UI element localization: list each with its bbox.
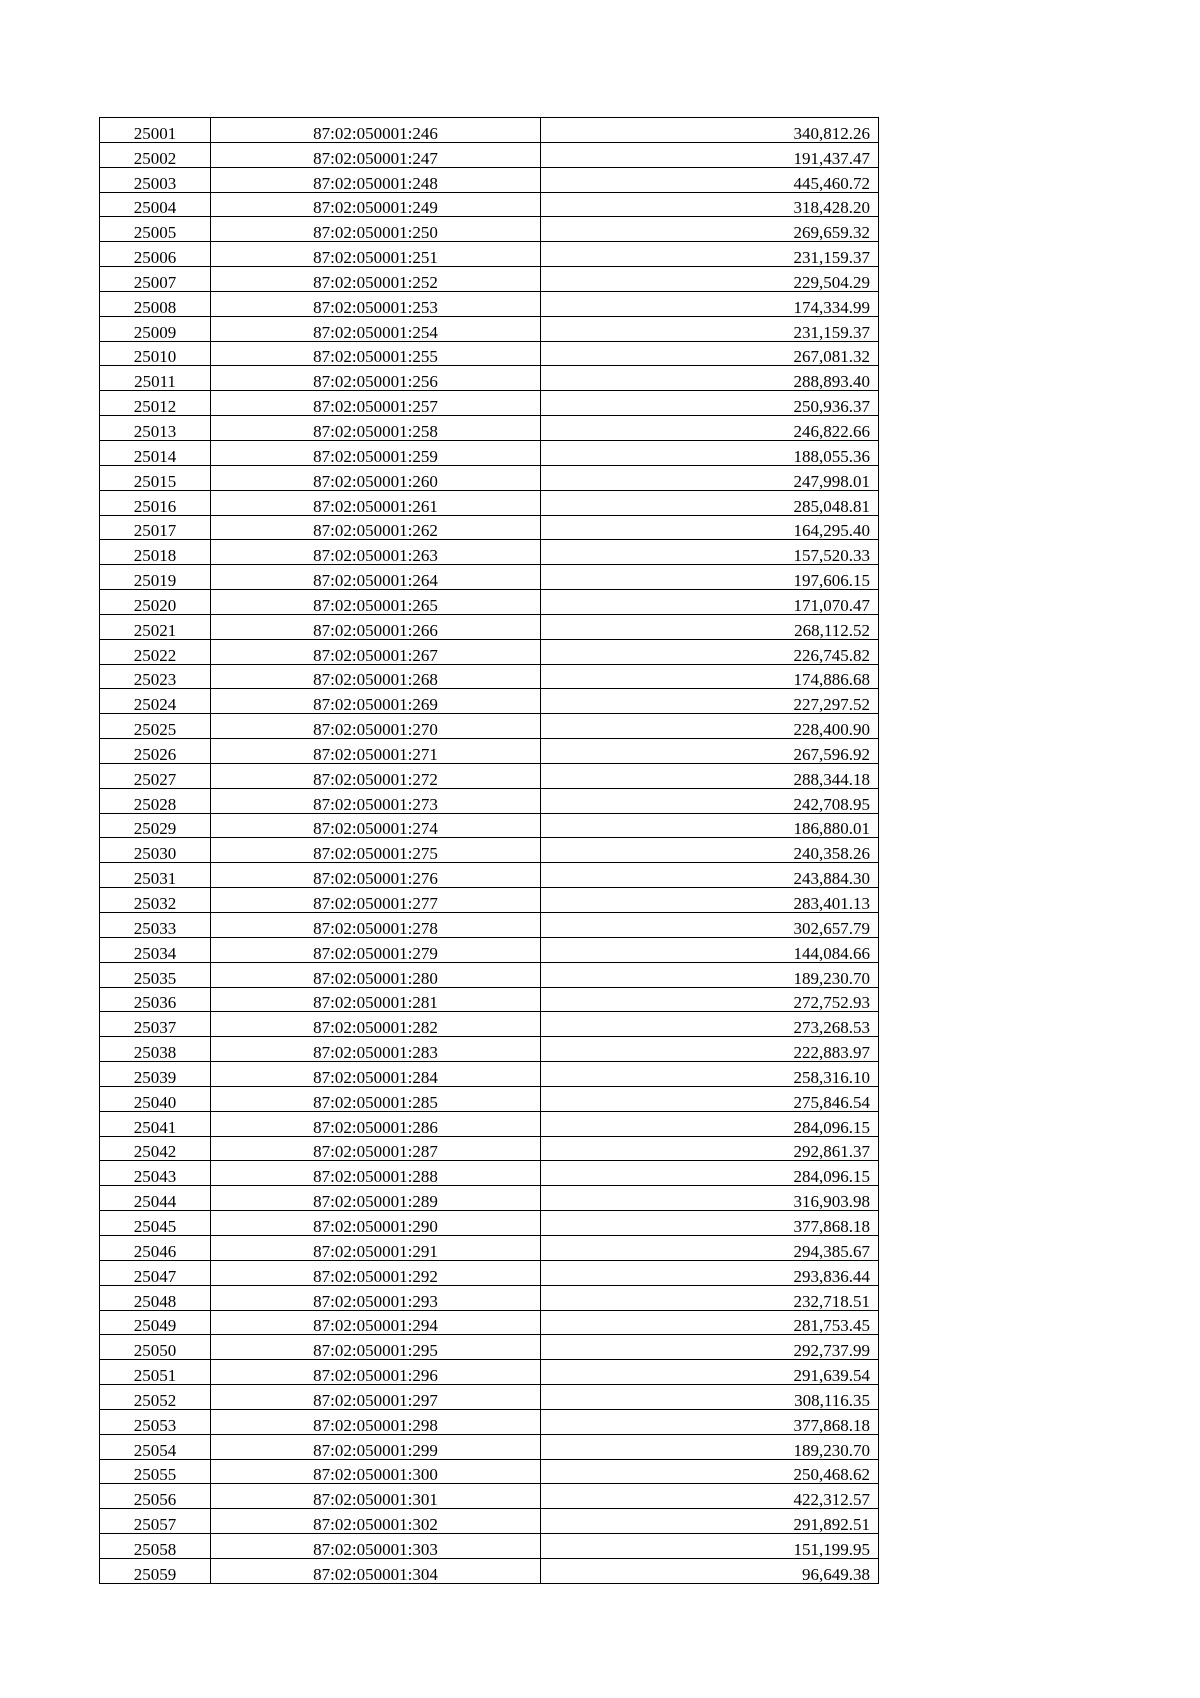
table-body [100, 118, 879, 1584]
table-row [100, 838, 879, 863]
table-row [100, 590, 879, 615]
cadastral-number-cell: 87:02:050001:258 [211, 416, 541, 441]
row-number-cell: 25057 [100, 1509, 211, 1534]
value-cell: 267,081.32 [541, 341, 879, 366]
row-number-cell: 25032 [100, 888, 211, 913]
table-row [100, 739, 879, 764]
table-row [100, 217, 879, 242]
table-row [100, 1235, 879, 1260]
table-row [100, 1434, 879, 1459]
table-row [100, 1012, 879, 1037]
value-cell: 281,753.45 [541, 1310, 879, 1335]
cadastral-number-cell: 87:02:050001:263 [211, 540, 541, 565]
value-cell: 151,199.95 [541, 1534, 879, 1559]
value-cell: 186,880.01 [541, 813, 879, 838]
cadastral-number-cell: 87:02:050001:266 [211, 614, 541, 639]
row-number-cell: 25050 [100, 1335, 211, 1360]
row-number-cell: 25004 [100, 192, 211, 217]
row-number-cell: 25005 [100, 217, 211, 242]
row-number-cell: 25017 [100, 515, 211, 540]
table-row [100, 714, 879, 739]
table-row [100, 1409, 879, 1434]
cadastral-number-cell: 87:02:050001:251 [211, 242, 541, 267]
table-row [100, 962, 879, 987]
value-cell: 247,998.01 [541, 465, 879, 490]
table-row [100, 1111, 879, 1136]
table-row [100, 1211, 879, 1236]
cadastral-number-cell: 87:02:050001:299 [211, 1434, 541, 1459]
value-cell: 288,893.40 [541, 366, 879, 391]
cadastral-number-cell: 87:02:050001:254 [211, 316, 541, 341]
cadastral-number-cell: 87:02:050001:274 [211, 813, 541, 838]
cadastral-number-cell: 87:02:050001:284 [211, 1062, 541, 1087]
row-number-cell: 25016 [100, 490, 211, 515]
cadastral-number-cell: 87:02:050001:253 [211, 291, 541, 316]
table-row [100, 167, 879, 192]
cadastral-number-cell: 87:02:050001:294 [211, 1310, 541, 1335]
cadastral-number-cell: 87:02:050001:264 [211, 565, 541, 590]
row-number-cell: 25015 [100, 465, 211, 490]
row-number-cell: 25051 [100, 1360, 211, 1385]
value-cell: 188,055.36 [541, 440, 879, 465]
table-row [100, 366, 879, 391]
table-row [100, 1459, 879, 1484]
row-number-cell: 25008 [100, 291, 211, 316]
value-cell: 229,504.29 [541, 267, 879, 292]
cadastral-number-cell: 87:02:050001:267 [211, 639, 541, 664]
cadastral-number-cell: 87:02:050001:260 [211, 465, 541, 490]
value-cell: 96,649.38 [541, 1558, 879, 1583]
table-row [100, 565, 879, 590]
row-number-cell: 25011 [100, 366, 211, 391]
row-number-cell: 25044 [100, 1186, 211, 1211]
table-row [100, 316, 879, 341]
row-number-cell: 25036 [100, 987, 211, 1012]
row-number-cell: 25002 [100, 142, 211, 167]
cadastral-number-cell: 87:02:050001:252 [211, 267, 541, 292]
value-cell: 258,316.10 [541, 1062, 879, 1087]
value-cell: 284,096.15 [541, 1161, 879, 1186]
cadastral-number-cell: 87:02:050001:248 [211, 167, 541, 192]
table-row [100, 291, 879, 316]
row-number-cell: 25041 [100, 1111, 211, 1136]
row-number-cell: 25026 [100, 739, 211, 764]
cadastral-number-cell: 87:02:050001:257 [211, 391, 541, 416]
table-row [100, 614, 879, 639]
table-row [100, 763, 879, 788]
table-row [100, 1534, 879, 1559]
row-number-cell: 25018 [100, 540, 211, 565]
value-cell: 308,116.35 [541, 1385, 879, 1410]
cadastral-number-cell: 87:02:050001:295 [211, 1335, 541, 1360]
table-row [100, 267, 879, 292]
cadastral-number-cell: 87:02:050001:303 [211, 1534, 541, 1559]
table-row [100, 689, 879, 714]
row-number-cell: 25019 [100, 565, 211, 590]
cadastral-number-cell: 87:02:050001:249 [211, 192, 541, 217]
row-number-cell: 25001 [100, 118, 211, 143]
table-row [100, 242, 879, 267]
value-cell: 228,400.90 [541, 714, 879, 739]
table-row [100, 788, 879, 813]
data-table [99, 117, 879, 1584]
value-cell: 291,639.54 [541, 1360, 879, 1385]
row-number-cell: 25054 [100, 1434, 211, 1459]
row-number-cell: 25046 [100, 1235, 211, 1260]
row-number-cell: 25056 [100, 1484, 211, 1509]
table-row [100, 391, 879, 416]
value-cell: 318,428.20 [541, 192, 879, 217]
value-cell: 157,520.33 [541, 540, 879, 565]
row-number-cell: 25059 [100, 1558, 211, 1583]
value-cell: 171,070.47 [541, 590, 879, 615]
table-row [100, 639, 879, 664]
row-number-cell: 25028 [100, 788, 211, 813]
cadastral-number-cell: 87:02:050001:290 [211, 1211, 541, 1236]
value-cell: 285,048.81 [541, 490, 879, 515]
table-row [100, 863, 879, 888]
table-row [100, 1310, 879, 1335]
row-number-cell: 25035 [100, 962, 211, 987]
value-cell: 164,295.40 [541, 515, 879, 540]
cadastral-number-cell: 87:02:050001:265 [211, 590, 541, 615]
value-cell: 283,401.13 [541, 888, 879, 913]
cadastral-number-cell: 87:02:050001:292 [211, 1260, 541, 1285]
cadastral-number-cell: 87:02:050001:270 [211, 714, 541, 739]
table-row [100, 1509, 879, 1534]
value-cell: 291,892.51 [541, 1509, 879, 1534]
cadastral-number-cell: 87:02:050001:281 [211, 987, 541, 1012]
value-cell: 284,096.15 [541, 1111, 879, 1136]
row-number-cell: 25007 [100, 267, 211, 292]
table-row [100, 1558, 879, 1583]
value-cell: 268,112.52 [541, 614, 879, 639]
cadastral-number-cell: 87:02:050001:247 [211, 142, 541, 167]
cadastral-number-cell: 87:02:050001:300 [211, 1459, 541, 1484]
value-cell: 231,159.37 [541, 242, 879, 267]
table-row [100, 1186, 879, 1211]
cadastral-number-cell: 87:02:050001:296 [211, 1360, 541, 1385]
row-number-cell: 25029 [100, 813, 211, 838]
cadastral-number-cell: 87:02:050001:271 [211, 739, 541, 764]
cadastral-number-cell: 87:02:050001:291 [211, 1235, 541, 1260]
cadastral-number-cell: 87:02:050001:255 [211, 341, 541, 366]
table-row [100, 540, 879, 565]
table-row [100, 987, 879, 1012]
cadastral-number-cell: 87:02:050001:293 [211, 1285, 541, 1310]
row-number-cell: 25010 [100, 341, 211, 366]
row-number-cell: 25009 [100, 316, 211, 341]
value-cell: 377,868.18 [541, 1409, 879, 1434]
table-row [100, 192, 879, 217]
value-cell: 275,846.54 [541, 1086, 879, 1111]
row-number-cell: 25055 [100, 1459, 211, 1484]
row-number-cell: 25048 [100, 1285, 211, 1310]
table-row [100, 1335, 879, 1360]
value-cell: 269,659.32 [541, 217, 879, 242]
table-row [100, 913, 879, 938]
cadastral-number-cell: 87:02:050001:302 [211, 1509, 541, 1534]
cadastral-number-cell: 87:02:050001:289 [211, 1186, 541, 1211]
table-row [100, 937, 879, 962]
table-row [100, 1161, 879, 1186]
row-number-cell: 25038 [100, 1037, 211, 1062]
row-number-cell: 25052 [100, 1385, 211, 1410]
row-number-cell: 25037 [100, 1012, 211, 1037]
row-number-cell: 25033 [100, 913, 211, 938]
table-row [100, 118, 879, 143]
table-row [100, 416, 879, 441]
row-number-cell: 25023 [100, 664, 211, 689]
value-cell: 250,936.37 [541, 391, 879, 416]
cadastral-number-cell: 87:02:050001:256 [211, 366, 541, 391]
row-number-cell: 25040 [100, 1086, 211, 1111]
table-row [100, 1086, 879, 1111]
cadastral-number-cell: 87:02:050001:261 [211, 490, 541, 515]
cadastral-number-cell: 87:02:050001:304 [211, 1558, 541, 1583]
table-row [100, 664, 879, 689]
row-number-cell: 25022 [100, 639, 211, 664]
row-number-cell: 25024 [100, 689, 211, 714]
value-cell: 288,344.18 [541, 763, 879, 788]
cadastral-number-cell: 87:02:050001:278 [211, 913, 541, 938]
table-row [100, 888, 879, 913]
value-cell: 377,868.18 [541, 1211, 879, 1236]
value-cell: 267,596.92 [541, 739, 879, 764]
value-cell: 243,884.30 [541, 863, 879, 888]
row-number-cell: 25027 [100, 763, 211, 788]
cadastral-number-cell: 87:02:050001:297 [211, 1385, 541, 1410]
cadastral-number-cell: 87:02:050001:269 [211, 689, 541, 714]
row-number-cell: 25053 [100, 1409, 211, 1434]
cadastral-number-cell: 87:02:050001:285 [211, 1086, 541, 1111]
cadastral-number-cell: 87:02:050001:301 [211, 1484, 541, 1509]
value-cell: 174,886.68 [541, 664, 879, 689]
cadastral-number-cell: 87:02:050001:277 [211, 888, 541, 913]
table-row [100, 1037, 879, 1062]
row-number-cell: 25042 [100, 1136, 211, 1161]
value-cell: 294,385.67 [541, 1235, 879, 1260]
table-row [100, 1484, 879, 1509]
cadastral-number-cell: 87:02:050001:298 [211, 1409, 541, 1434]
cadastral-number-cell: 87:02:050001:287 [211, 1136, 541, 1161]
value-cell: 292,737.99 [541, 1335, 879, 1360]
value-cell: 191,437.47 [541, 142, 879, 167]
cadastral-number-cell: 87:02:050001:259 [211, 440, 541, 465]
row-number-cell: 25021 [100, 614, 211, 639]
cadastral-number-cell: 87:02:050001:273 [211, 788, 541, 813]
value-cell: 227,297.52 [541, 689, 879, 714]
row-number-cell: 25058 [100, 1534, 211, 1559]
value-cell: 242,708.95 [541, 788, 879, 813]
value-cell: 445,460.72 [541, 167, 879, 192]
row-number-cell: 25049 [100, 1310, 211, 1335]
value-cell: 144,084.66 [541, 937, 879, 962]
value-cell: 292,861.37 [541, 1136, 879, 1161]
row-number-cell: 25031 [100, 863, 211, 888]
cadastral-number-cell: 87:02:050001:276 [211, 863, 541, 888]
value-cell: 246,822.66 [541, 416, 879, 441]
row-number-cell: 25043 [100, 1161, 211, 1186]
cadastral-number-cell: 87:02:050001:286 [211, 1111, 541, 1136]
table-row [100, 1360, 879, 1385]
row-number-cell: 25014 [100, 440, 211, 465]
table-row [100, 440, 879, 465]
cadastral-number-cell: 87:02:050001:250 [211, 217, 541, 242]
value-cell: 340,812.26 [541, 118, 879, 143]
cadastral-number-cell: 87:02:050001:280 [211, 962, 541, 987]
cadastral-number-cell: 87:02:050001:275 [211, 838, 541, 863]
row-number-cell: 25039 [100, 1062, 211, 1087]
value-cell: 250,468.62 [541, 1459, 879, 1484]
value-cell: 226,745.82 [541, 639, 879, 664]
row-number-cell: 25012 [100, 391, 211, 416]
table-row [100, 813, 879, 838]
value-cell: 272,752.93 [541, 987, 879, 1012]
value-cell: 316,903.98 [541, 1186, 879, 1211]
table-row [100, 341, 879, 366]
row-number-cell: 25013 [100, 416, 211, 441]
table-row [100, 1260, 879, 1285]
value-cell: 197,606.15 [541, 565, 879, 590]
cadastral-number-cell: 87:02:050001:288 [211, 1161, 541, 1186]
cadastral-number-cell: 87:02:050001:282 [211, 1012, 541, 1037]
value-cell: 293,836.44 [541, 1260, 879, 1285]
table-row [100, 490, 879, 515]
cadastral-number-cell: 87:02:050001:262 [211, 515, 541, 540]
value-cell: 240,358.26 [541, 838, 879, 863]
row-number-cell: 25034 [100, 937, 211, 962]
table-row [100, 1285, 879, 1310]
value-cell: 232,718.51 [541, 1285, 879, 1310]
cadastral-number-cell: 87:02:050001:283 [211, 1037, 541, 1062]
cadastral-number-cell: 87:02:050001:268 [211, 664, 541, 689]
cadastral-number-cell: 87:02:050001:272 [211, 763, 541, 788]
value-cell: 302,657.79 [541, 913, 879, 938]
value-cell: 189,230.70 [541, 962, 879, 987]
row-number-cell: 25047 [100, 1260, 211, 1285]
value-cell: 231,159.37 [541, 316, 879, 341]
row-number-cell: 25045 [100, 1211, 211, 1236]
table-row [100, 515, 879, 540]
row-number-cell: 25025 [100, 714, 211, 739]
row-number-cell: 25030 [100, 838, 211, 863]
value-cell: 273,268.53 [541, 1012, 879, 1037]
value-cell: 174,334.99 [541, 291, 879, 316]
value-cell: 422,312.57 [541, 1484, 879, 1509]
table-row [100, 1062, 879, 1087]
row-number-cell: 25020 [100, 590, 211, 615]
cadastral-number-cell: 87:02:050001:246 [211, 118, 541, 143]
value-cell: 189,230.70 [541, 1434, 879, 1459]
table-row [100, 142, 879, 167]
value-cell: 222,883.97 [541, 1037, 879, 1062]
row-number-cell: 25006 [100, 242, 211, 267]
table-row [100, 1136, 879, 1161]
row-number-cell: 25003 [100, 167, 211, 192]
table-row [100, 465, 879, 490]
cadastral-number-cell: 87:02:050001:279 [211, 937, 541, 962]
table-row [100, 1385, 879, 1410]
